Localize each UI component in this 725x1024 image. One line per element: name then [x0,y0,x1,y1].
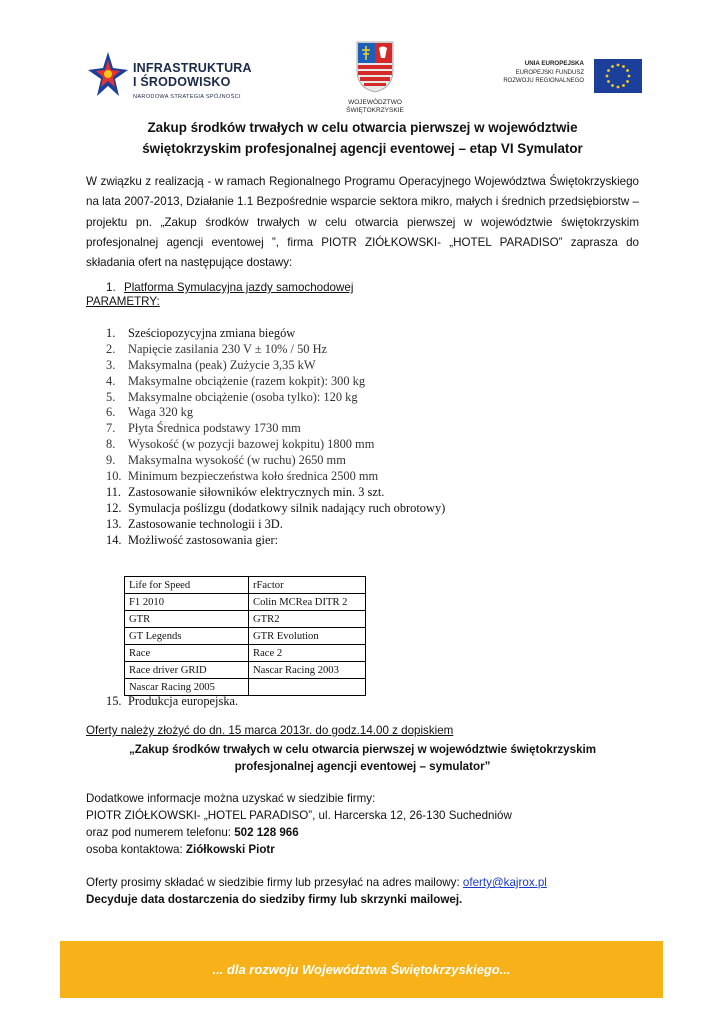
table-cell: Nascar Racing 2003 [249,662,366,679]
offer-annotation [80,741,645,775]
footer-banner [60,941,663,998]
item-text: Sześciopozycyjna zmiana biegów [128,326,296,340]
item-text: Płyta Średnica podstawy 1730 mm [128,421,301,436]
parameters-list [106,326,445,548]
table-row [125,679,366,696]
table-row [125,577,366,594]
table-row [125,645,366,662]
list-item [106,421,445,437]
item-number: 11. [106,484,122,499]
info-line-2: PIOTR ZIÓŁKOWSKI- „HOTEL PARADISO”, ul. Harcerska 12, 26-130 Suchedniów [86,809,512,822]
title-line-2: świętokrzyskim profesjonalnej agencji eventowej – etap VI Symulator [142,141,583,156]
parameters-label: PARAMETRY: [86,295,160,308]
item-number: 7. [106,421,116,436]
coat-of-arms-icon [355,40,395,94]
item-text: Zastosowanie siłowników elektrycznych min. 3 szt. [128,484,385,499]
contact-label: osoba kontaktowa: [86,843,186,856]
item-text: Maksymalna (peak) Zużycie 3,35 kW [128,357,316,372]
item-number: 5. [106,389,116,404]
item-text: Możliwość zastosowania gier: [128,532,279,547]
item-text: Symulacja poślizgu (dodatkowy silnik nadający ruch obrotowy) [128,500,446,515]
info-line-4 [86,841,512,858]
list-item [106,517,445,533]
infrastruktura-logo [88,44,288,110]
item-number: 3. [106,357,116,372]
footer-text: ... dla rozwoju Województwa Świętokrzyskiego... [212,962,511,977]
title-line-1: Zakup środków trwałych w celu otwarcia pierwszej w województwie [147,120,578,135]
list-item [106,469,445,485]
item-number: 8. [106,437,116,452]
table-cell: Life for Speed [125,577,249,594]
item-text: Maksymalna wysokość (w ruchu) 2650 mm [128,453,346,468]
page-title [80,117,645,159]
table-cell: GT Legends [125,628,249,645]
table-cell: GTR2 [249,611,366,628]
info-line-1: Dodatkowe informacje można uzyskać w siedzibie firmy: [86,792,376,805]
contact-info [86,790,512,858]
eu-line-1: UNIA EUROPEJSKA [524,60,584,67]
item-text: Zastosowanie technologii i 3D. [128,516,283,531]
section-number: 1. [106,281,116,294]
list-item [106,485,445,501]
item-number: 10. [106,469,122,484]
item-number: 4. [106,373,116,388]
item-number: 2. [106,341,116,356]
table-cell: Race driver GRID [125,662,249,679]
table-row [125,628,366,645]
email-link[interactable]: oferty@kajrox.pl [462,876,547,889]
offer-label: Oferty prosimy składać w siedzibie firmy lub przesyłać na adres mailowy: [86,876,463,889]
item-text: Maksymalne obciążenie (razem kokpit): 300 kg [128,373,366,388]
list-item [106,342,445,358]
list-item [106,374,445,390]
item-number: 6. [106,405,116,420]
contact-person: Ziółkowski Piotr [185,843,275,856]
item-text: Wysokość (w pozycji bazowej kokpitu) 1800 mm [128,437,375,452]
list-item [106,453,445,469]
item-text: Napięcie zasilania 230 V ± 10% / 50 Hz [128,341,328,356]
table-row [125,594,366,611]
intro-paragraph: W związku z realizacją - w ramach Regionalnego Programu Operacyjnego Województwa Świętokrzyskiego na lata 2007-2013, Działanie 1.1 Bezpośrednie wsparcie sektora mikro, małych i średnich przedsiębiorstw – projektu pn. „Zakup środków trwałych w celu otwarcia pierwszej w województwie świętokrzyskim profesjonalnej agencji eventowej ”, firma PIOTR ZIÓŁKOWSKI- „HOTEL PARADISO” zaprasza do składania ofert na następujące dostawy: [86,175,639,270]
table-row [125,662,366,679]
eu-line-3: ROZWOJU REGIONALNEGO [503,78,584,84]
list-item-15 [106,694,238,709]
eu-flag-icon [594,59,642,93]
item-text: Maksymalne obciążenie (osoba tylko): 120 kg [128,389,358,404]
table-cell: rFactor [249,577,366,594]
section-heading [106,281,353,294]
item-number: 13. [106,516,122,531]
list-item [106,390,445,406]
list-item [106,533,445,549]
list-item [106,501,445,517]
offer-line-1 [86,874,547,891]
item-number: 12. [106,500,122,515]
table-cell: Race 2 [249,645,366,662]
annotation-line-2: profesjonalnej agencji eventowej – symulator” [234,760,491,773]
offer-instructions [86,874,547,908]
item-text: Waga 320 kg [128,405,194,420]
star-emblem-icon [88,50,130,104]
table-row [125,611,366,628]
table-cell: F1 2010 [125,594,249,611]
annotation-line-1: „Zakup środków trwałych w celu otwarcia pierwszej w województwie świętokrzyskim [128,743,597,756]
crest-line-1: WOJEWÓDZTWO [348,99,402,106]
eu-logo [496,58,646,98]
crest-line-2: ŚWIĘTOKRZYSKIE [346,107,404,114]
offer-line-2: Decyduje data dostarczenia do siedziby firmy lub skrzynki mailowej. [86,893,463,906]
logo-line-1: INFRASTRUKTURA [133,61,252,75]
table-cell: GTR Evolution [249,628,366,645]
list-item [106,437,445,453]
logo-line-2: I ŚRODOWISKO [133,75,231,89]
logo-line-3: NARODOWA STRATEGIA SPÓJNOŚCI [133,94,241,100]
list-item [106,405,445,421]
deadline-text: Oferty należy złożyć do dn. 15 marca 2013r. do godz.14.00 z dopiskiem [86,724,454,737]
item-text: Produkcja europejska. [128,694,239,708]
swietokrzyskie-crest [335,40,415,116]
table-cell: Colin MCRea DITR 2 [249,594,366,611]
games-table [124,576,366,696]
table-cell [249,679,366,696]
item-number: 1. [106,326,116,340]
info-line-3 [86,824,512,841]
phone-label: oraz pod numerem telefonu: [86,826,235,839]
table-cell: GTR [125,611,249,628]
table-cell: Race [125,645,249,662]
item-number: 15. [106,694,122,708]
eu-line-2: EUROPEJSKI FUNDUSZ [515,70,584,76]
item-number: 9. [106,453,116,468]
item-number: 14. [106,532,122,547]
item-text: Minimum bezpieczeństwa koło średnica 2500 mm [128,469,379,484]
list-item [106,358,445,374]
section-label: Platforma Symulacyjna jazdy samochodowej [124,281,354,294]
list-item [106,326,445,342]
table-cell: Nascar Racing 2005 [125,679,249,696]
phone-number: 502 128 966 [234,826,299,839]
